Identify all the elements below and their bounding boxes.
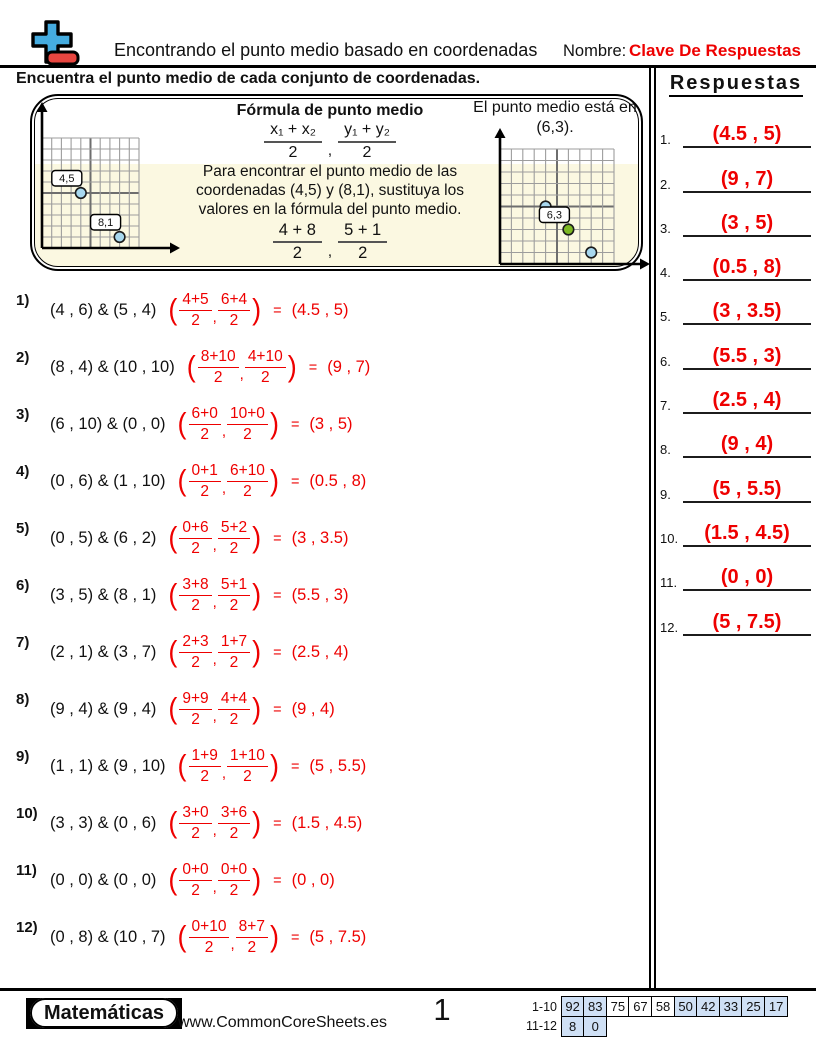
problem-number: 3)	[16, 406, 30, 423]
fraction-x: $\frac{6+0}{2}$	[189, 406, 221, 444]
coordinate-dot	[586, 247, 597, 258]
fraction-x: $\frac{9+9}{2}$	[179, 691, 211, 729]
fraction-y: $\frac{6+4}{2}$	[218, 292, 250, 330]
problem-row	[16, 453, 644, 510]
answer-number: 9.	[660, 486, 671, 502]
equals-sign: =	[273, 872, 282, 889]
example-center-text	[184, 102, 476, 262]
fraction-comma: ,	[212, 822, 217, 840]
answer-value: (4.5 , 5)	[712, 123, 782, 146]
problem-work	[166, 862, 334, 900]
formula-fraction-y: $\frac{\text{y₁ + y₂}}{2}$	[338, 121, 396, 161]
plus-minus-logo-icon	[24, 18, 82, 68]
left-paren: (	[168, 806, 178, 840]
point-label: 8,1	[97, 217, 114, 229]
answer-line	[683, 301, 811, 325]
answer-line	[683, 257, 811, 281]
problem-answer: (5.5 , 3)	[291, 586, 349, 604]
answer-number: 3.	[660, 220, 671, 236]
problem-number: 10)	[16, 805, 38, 822]
example-body-text: Para encontrar el punto medio de las coordenadas (4,5) y (8,1), sustituya los valores en la fórmula del punto medio.	[196, 163, 464, 218]
fraction-comma: ,	[221, 765, 227, 783]
fraction-x: $\frac{1+9}{2}$	[189, 748, 221, 786]
score-row-label: 1-10	[531, 999, 557, 1014]
fraction-y: $\frac{1+7}{2}$	[218, 634, 250, 672]
answer-number: 1.	[660, 132, 671, 148]
fraction-x: $\frac{0+0}{2}$	[179, 862, 211, 900]
right-paren: )	[252, 293, 262, 327]
fraction-y: $\frac{3+6}{2}$	[218, 805, 250, 843]
left-paren: (	[177, 920, 187, 954]
answer-number: 7.	[660, 398, 671, 414]
answer-line	[683, 213, 811, 237]
fraction-x: $\frac{3+8}{2}$	[179, 577, 211, 615]
answer-value: (5 , 5.5)	[712, 477, 782, 500]
fraction-y: $\frac{8+7}{2}$	[236, 919, 268, 957]
problem-answer: (9 , 4)	[291, 700, 335, 718]
problem-number: 1)	[16, 292, 30, 309]
fraction-comma: ,	[212, 309, 217, 327]
problem-work	[176, 406, 353, 444]
answer-row	[658, 110, 814, 154]
problem-row	[16, 396, 644, 453]
answers-divider	[649, 67, 656, 988]
problem-number: 7)	[16, 634, 30, 651]
problem-work	[166, 691, 334, 729]
score-cell: 42	[696, 996, 720, 1017]
problem-work	[166, 520, 348, 558]
problem-number: 8)	[16, 691, 30, 708]
answer-row	[658, 199, 814, 243]
problem-coordinates: (8 , 4) & (10 , 10)	[50, 358, 175, 376]
answer-line	[683, 612, 811, 636]
score-cell: 17	[764, 996, 788, 1017]
fraction-y: $\frac{5+2}{2}$	[218, 520, 250, 558]
problem-work	[166, 292, 348, 330]
problem-answer: (2.5 , 4)	[291, 643, 349, 661]
worked-comma: ,	[327, 243, 333, 261]
problem-work	[185, 349, 371, 387]
problem-row	[16, 282, 644, 339]
problem-answer: (0 , 0)	[291, 871, 335, 889]
instruction-text: Encuentra el punto medio de cada conjunto de coordenadas.	[16, 70, 481, 87]
left-paren: (	[177, 407, 187, 441]
equals-sign: =	[273, 530, 282, 547]
equals-sign: =	[273, 644, 282, 661]
score-cell: 0	[583, 1016, 607, 1037]
problem-coordinates: (6 , 10) & (0 , 0)	[50, 415, 166, 433]
answer-row	[658, 553, 814, 597]
right-paren: )	[269, 749, 279, 783]
answer-row	[658, 154, 814, 198]
equals-sign: =	[290, 758, 300, 775]
problem-number: 9)	[16, 748, 30, 765]
left-paren: (	[177, 749, 187, 783]
page-number: 1	[433, 992, 451, 1027]
right-paren: )	[252, 521, 262, 555]
answer-line	[683, 523, 811, 547]
answer-number: 6.	[660, 353, 671, 369]
fraction-comma: ,	[212, 594, 217, 612]
problem-number: 2)	[16, 349, 30, 366]
answer-row	[658, 376, 814, 420]
problem-row	[16, 624, 644, 681]
point-label: 6,3	[546, 209, 563, 222]
equals-sign: =	[308, 359, 318, 376]
fraction-comma: ,	[230, 936, 235, 954]
problem-coordinates: (4 , 6) & (5 , 4)	[50, 301, 157, 319]
problem-row	[16, 681, 644, 738]
right-paren: )	[252, 863, 262, 897]
right-paren: )	[252, 578, 262, 612]
answer-value: (5 , 7.5)	[712, 610, 782, 633]
right-paren: )	[252, 806, 262, 840]
problem-number: 4)	[16, 463, 30, 480]
problem-row	[16, 852, 644, 909]
formula-fraction-x: $\frac{\text{x₁ + x₂}}{2}$	[264, 121, 322, 161]
fraction-comma: ,	[221, 423, 227, 441]
example-graph-right	[464, 122, 654, 272]
answer-value: (3 , 5)	[720, 211, 774, 234]
equals-sign: =	[273, 815, 282, 832]
score-cell: 58	[651, 996, 675, 1017]
answer-number: 10.	[660, 530, 679, 546]
fraction-comma: ,	[212, 879, 217, 897]
score-cell: 92	[561, 996, 585, 1017]
problem-row	[16, 738, 644, 795]
score-cell: 50	[674, 996, 698, 1017]
worked-fraction-x: $\frac{4 + 8}{2}$	[273, 221, 322, 262]
score-cell: 83	[583, 996, 607, 1017]
answer-row	[658, 420, 814, 464]
header-rule	[0, 65, 816, 68]
problem-row	[16, 795, 644, 852]
answer-row	[658, 597, 814, 641]
problem-coordinates: (9 , 4) & (9 , 4)	[50, 700, 157, 718]
answer-line	[683, 169, 811, 193]
problems-list	[16, 282, 644, 966]
problem-row	[16, 339, 644, 396]
equals-sign: =	[290, 473, 300, 490]
fraction-x: $\frac{0+6}{2}$	[179, 520, 211, 558]
problem-coordinates: (2 , 1) & (3 , 7)	[50, 643, 157, 661]
score-cell: 25	[741, 996, 765, 1017]
right-paren: )	[269, 407, 279, 441]
midpoint-formula	[184, 121, 476, 161]
answer-value: (5.5 , 3)	[712, 344, 782, 367]
problem-answer: (4.5 , 5)	[291, 301, 349, 319]
right-paren: )	[269, 920, 279, 954]
fraction-x: $\frac{2+3}{2}$	[179, 634, 211, 672]
problem-answer: (1.5 , 4.5)	[291, 814, 363, 832]
answer-value: (0 , 0)	[720, 566, 774, 589]
footer-rule	[0, 988, 816, 991]
right-paren: )	[252, 635, 262, 669]
fraction-y: $\frac{10+0}{2}$	[227, 406, 268, 444]
equals-sign: =	[273, 302, 282, 319]
answer-number: 4.	[660, 265, 671, 281]
problem-coordinates: (1 , 1) & (9 , 10)	[50, 757, 166, 775]
left-paren: (	[168, 863, 178, 897]
fraction-y: $\frac{4+4}{2}$	[218, 691, 250, 729]
answer-line	[683, 567, 811, 591]
answer-row	[658, 464, 814, 508]
fraction-x: $\frac{0+10}{2}$	[189, 919, 230, 957]
brand-label: Matemáticas	[30, 998, 178, 1028]
problem-answer: (5 , 5.5)	[309, 757, 367, 775]
score-row-label: 11-12	[525, 1019, 557, 1034]
worked-fraction-y: $\frac{5 + 1}{2}$	[338, 221, 387, 262]
answer-value: (3 , 3.5)	[712, 300, 782, 323]
problem-answer: (5 , 7.5)	[309, 928, 367, 946]
fraction-x: $\frac{0+1}{2}$	[189, 463, 221, 501]
fraction-y: $\frac{5+1}{2}$	[218, 577, 250, 615]
brand-badge	[26, 998, 182, 1029]
fraction-y: $\frac{1+10}{2}$	[227, 748, 268, 786]
fraction-comma: ,	[212, 708, 217, 726]
fraction-comma: ,	[239, 366, 244, 384]
equals-sign: =	[290, 416, 300, 433]
answer-row	[658, 243, 814, 287]
score-cell: 8	[561, 1016, 585, 1037]
score-cell: 33	[719, 996, 743, 1017]
answer-row	[658, 331, 814, 375]
left-paren: (	[168, 578, 178, 612]
midpoint-dot	[563, 224, 574, 235]
problem-coordinates: (3 , 5) & (8 , 1)	[50, 586, 157, 604]
answer-line	[683, 434, 811, 458]
answer-value: (9 , 7)	[720, 167, 774, 190]
fraction-comma: ,	[221, 480, 227, 498]
score-row	[514, 1016, 788, 1037]
score-table	[514, 996, 788, 1037]
problem-work	[176, 919, 367, 957]
fraction-y: $\frac{6+10}{2}$	[227, 463, 268, 501]
site-url: www.CommonCoreSheets.es	[178, 1014, 387, 1031]
answer-row	[658, 509, 814, 553]
answer-line	[683, 390, 811, 414]
formula-title: Fórmula de punto medio	[236, 102, 424, 119]
fraction-comma: ,	[212, 537, 217, 555]
score-cell: 67	[628, 996, 652, 1017]
name-label: Nombre:	[563, 42, 627, 60]
name-value-answer-key: Clave De Respuestas	[629, 41, 801, 60]
left-paren: (	[168, 521, 178, 555]
coordinate-dot	[114, 232, 125, 243]
fraction-y: $\frac{0+0}{2}$	[218, 862, 250, 900]
equals-sign: =	[273, 587, 282, 604]
left-paren: (	[186, 350, 196, 384]
fraction-comma: ,	[212, 651, 217, 669]
problem-work	[176, 748, 367, 786]
left-paren: (	[168, 293, 178, 327]
answer-row	[658, 287, 814, 331]
problem-answer: (3 , 3.5)	[291, 529, 349, 547]
fraction-y: $\frac{4+10}{2}$	[245, 349, 286, 387]
example-formula-box	[30, 94, 643, 271]
point-label: 4,5	[59, 173, 75, 185]
left-paren: (	[177, 464, 187, 498]
left-paren: (	[168, 692, 178, 726]
fraction-x: $\frac{8+10}{2}$	[198, 349, 239, 387]
equals-sign: =	[273, 701, 282, 718]
coordinate-dot	[76, 188, 87, 199]
right-paren: )	[269, 464, 279, 498]
answer-line	[683, 479, 811, 503]
left-paren: (	[168, 635, 178, 669]
problem-row	[16, 909, 644, 966]
problem-coordinates: (3 , 3) & (0 , 6)	[50, 814, 157, 832]
problem-coordinates: (0 , 8) & (10 , 7)	[50, 928, 166, 946]
problem-number: 12)	[16, 919, 38, 936]
worked-example-fractions	[184, 221, 476, 262]
problem-row	[16, 510, 644, 567]
answer-number: 8.	[660, 442, 671, 458]
problem-work	[166, 577, 348, 615]
answer-number: 11.	[660, 575, 678, 591]
fraction-x: $\frac{4+5}{2}$	[179, 292, 211, 330]
answer-number: 2.	[660, 176, 671, 192]
right-paren: )	[252, 692, 262, 726]
right-paren: )	[287, 350, 297, 384]
answers-panel	[658, 70, 814, 642]
problem-number: 6)	[16, 577, 30, 594]
problem-number: 5)	[16, 520, 30, 537]
problem-work	[166, 634, 348, 672]
problem-work	[176, 463, 367, 501]
problem-answer: (3 , 5)	[309, 415, 353, 433]
example-graph-left	[34, 98, 186, 260]
answer-value: (2.5 , 4)	[712, 389, 782, 412]
score-row	[514, 996, 788, 1017]
answer-number: 5.	[660, 309, 671, 325]
answer-number: 12.	[660, 619, 679, 635]
page-title: Encontrando el punto medio basado en coordenadas	[114, 40, 538, 60]
formula-comma: ,	[327, 142, 333, 160]
problem-answer: (0.5 , 8)	[309, 472, 367, 490]
answer-list	[658, 110, 814, 642]
answers-title: Respuestas	[658, 72, 814, 95]
answer-value: (0.5 , 8)	[712, 256, 782, 279]
example-result-note: El punto medio está en (6,3).	[473, 99, 637, 136]
problem-number: 11)	[16, 862, 37, 879]
problem-answer: (9 , 7)	[327, 358, 371, 376]
answer-value: (1.5 , 4.5)	[704, 521, 790, 544]
answer-line	[683, 346, 811, 370]
score-cell: 75	[606, 996, 630, 1017]
problem-coordinates: (0 , 5) & (6 , 2)	[50, 529, 157, 547]
problem-coordinates: (0 , 0) & (0 , 0)	[50, 871, 157, 889]
answer-value: (9 , 4)	[720, 433, 774, 456]
logo-minus-shape	[47, 52, 78, 64]
problem-work	[166, 805, 362, 843]
problem-row	[16, 567, 644, 624]
equals-sign: =	[290, 929, 300, 946]
answer-line	[683, 124, 811, 148]
fraction-x: $\frac{3+0}{2}$	[179, 805, 211, 843]
problem-coordinates: (0 , 6) & (1 , 10)	[50, 472, 166, 490]
